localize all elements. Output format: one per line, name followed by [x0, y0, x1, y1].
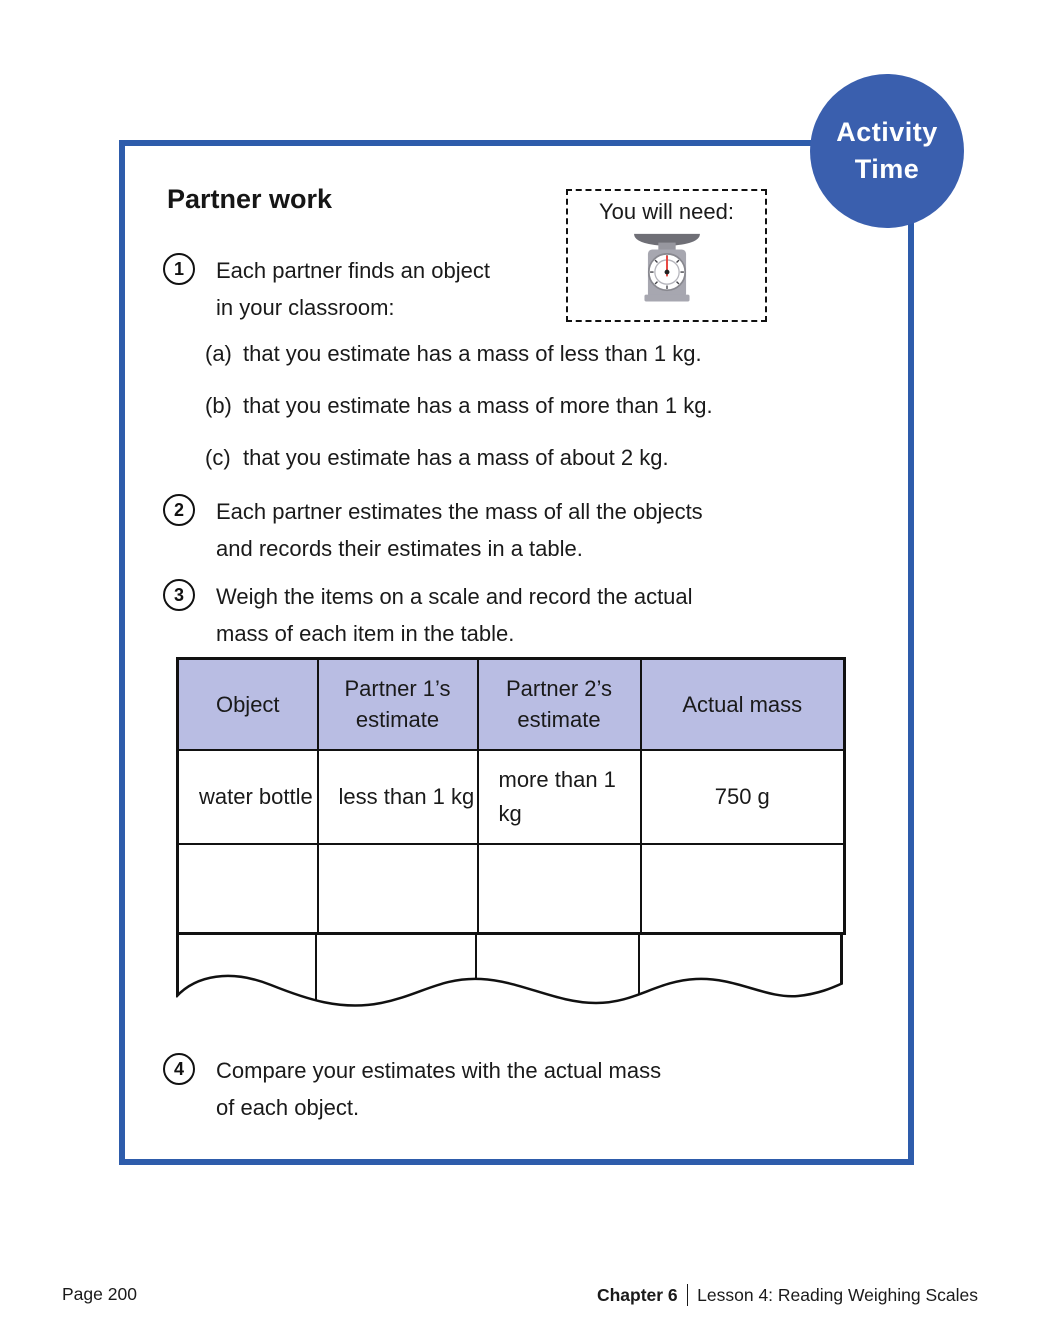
estimates-table — [176, 657, 846, 935]
step-4-text — [216, 1052, 661, 1126]
cell-actual-mass: 750 g — [641, 750, 845, 844]
table-row — [178, 844, 845, 934]
step-3-text — [216, 578, 693, 652]
cell-object — [178, 844, 318, 934]
step-1-line-2: in your classroom: — [216, 295, 395, 320]
weighing-scale-icon — [623, 227, 711, 310]
cell-partner1-estimate — [318, 844, 478, 934]
step-1-text — [216, 252, 490, 326]
table-header-row — [178, 659, 845, 750]
step-1-line-1: Each partner finds an object — [216, 258, 490, 283]
chapter-label: Chapter 6 — [596, 1284, 678, 1305]
sub-item-c-label: (c) — [205, 445, 231, 470]
cell-partner1-estimate: less than 1 kg — [318, 750, 478, 844]
step-1-number: 1 — [163, 253, 195, 285]
table-row — [178, 750, 845, 844]
page-footer — [0, 1284, 1040, 1310]
sub-item-c-text: that you estimate has a mass of about 2 kg. — [243, 445, 669, 470]
you-will-need-label: You will need: — [599, 199, 734, 224]
col-header-object: Object — [178, 659, 318, 750]
page-number: Page 200 — [62, 1284, 137, 1304]
badge-line-2: Time — [854, 154, 920, 184]
col-header-partner1: Partner 1’s estimate — [318, 659, 478, 750]
footer-divider — [687, 1284, 689, 1306]
chapter-lesson-reference — [597, 1284, 978, 1306]
lesson-label: Lesson 4: Reading Weighing Scales — [697, 1284, 978, 1305]
sub-item-c — [205, 443, 669, 473]
step-3-line-2: mass of each item in the table. — [216, 621, 515, 646]
step-2-number: 2 — [163, 494, 195, 526]
table-torn-edge — [176, 933, 843, 1025]
badge-line-1: Activity — [836, 117, 938, 147]
step-3-number: 3 — [163, 579, 195, 611]
col-header-actual-mass: Actual mass — [641, 659, 845, 750]
sub-item-a-text: that you estimate has a mass of less than 1 kg. — [243, 341, 702, 366]
cell-object: water bottle — [178, 750, 318, 844]
step-4-number: 4 — [163, 1053, 195, 1085]
step-2-line-1: Each partner estimates the mass of all the objects — [216, 499, 703, 524]
sub-item-b-text: that you estimate has a mass of more than 1 kg. — [243, 393, 713, 418]
sub-item-a-label: (a) — [205, 341, 232, 366]
step-2-text — [216, 493, 703, 567]
page-title: Partner work — [167, 184, 333, 214]
step-3-line-1: Weigh the items on a scale and record the actual — [216, 584, 693, 609]
cell-partner2-estimate: more than 1 kg — [478, 750, 641, 844]
col-header-partner2: Partner 2’s estimate — [478, 659, 641, 750]
sub-item-a — [205, 339, 702, 369]
step-4-line-1: Compare your estimates with the actual mass — [216, 1058, 662, 1083]
cell-actual-mass — [641, 844, 845, 934]
sub-item-b-label: (b) — [205, 393, 232, 418]
step-4-line-2: of each object. — [216, 1095, 360, 1120]
cell-partner2-estimate — [478, 844, 641, 934]
you-will-need-box — [566, 189, 767, 322]
step-2-line-2: and records their estimates in a table. — [216, 536, 583, 561]
activity-time-badge — [810, 74, 964, 228]
sub-item-b — [205, 391, 713, 421]
